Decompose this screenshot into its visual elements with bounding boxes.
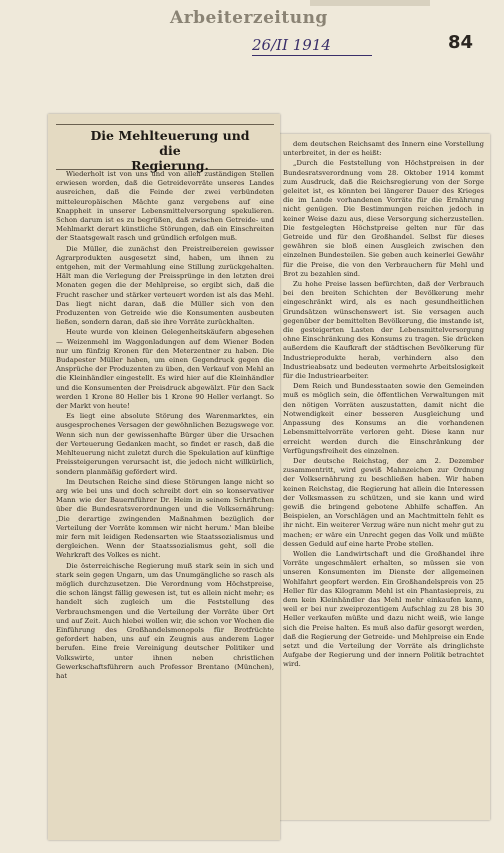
article-column-left xyxy=(56,170,274,834)
handwritten-date: 26/II 1914 xyxy=(252,36,331,54)
article-headline xyxy=(80,128,260,173)
paragraph: Die österreichische Regierung muß stark sein in sich und stark sein gegen Ungarn, um das Unumgängliche so rasch als möglich durchzusetzen. Die Verordnung vom Höchstpreise, die schon längst fällig gewesen ist, tut es allein nicht mehr; es handelt sich zugleich um die Feststellung des Verbrauchsmengen und die Verteilung der Vorräte über Ort und auf Zeit. Auch hiebei wollen wir, die schon vor Wochen die Einführung des Großhandelsmonopols für Brotfrüchte gefordert haben, uns auf ein Zeugnis aus anderem Lager berufen. Eine freie Vereinigung deutscher Politiker und Volkswirte, unter ihnen neben christlichen Gewerkschaftsführern auch Professor Brentano (München), hat xyxy=(56,561,274,680)
article-column-right xyxy=(283,140,484,816)
paragraph: Es liegt eine absolute Störung des Warenmarktes, ein ausgesprochenes Versagen der gewöhnlichen Bezugswege vor. Wenn sich nun der gewissenhafte Bürger über die Ursachen der Verteuerung Gedanken macht, so findet er rasch, daß die Mehlteuerung nicht zuletzt durch die Spekulation auf künftige Preissteigerungen verursacht ist, die jedoch nicht willkürlich, sondern planmäßig gefördert wird. xyxy=(56,412,274,476)
page-number: 84 xyxy=(448,32,474,53)
paragraph: dem deutschen Reichsamt des Innern eine Vorstellung unterbreitet, in der es heißt: xyxy=(283,140,484,158)
paragraph: Zu hohe Preise lassen befürchten, daß der Verbrauch bei den breiten Schichten der Bevölkerung mehr eingeschränkt wird, als es nach gesundheitlichen Grundsätzen wünschenswert ist. Sie versagen auch gegenüber der bemittelten Bevölkerung, die imstande ist, die gesteigerten Lasten der Lebensmittelversorgung ohne Einschränkung des Konsums zu tragen. Sie drücken außerdem die Kaufkraft der städtischen Bevölkerung für Industrieprodukte herab, verhindern also den Industrieabsatz und bedeuten vermehrte Arbeitslosigkeit für die Industriearbeiter. xyxy=(283,280,484,381)
paragraph: Wiederholt ist von uns und von allen zuständigen Stellen erwiesen worden, daß die Getreidevorräte unseres Landes ausreichen, daß die Feinde der zwei verbündeten mitteleuropäischen Mächte ganz vergebens auf eine Knappheit in unserer Lebensmittelversorgung spekulieren. Schon darum ist es zu begrüßen, daß zwischen Getreide- und Mehlmarkt derart künstliche Störungen, daß ein Einschreiten der Staatsgewalt rasch und gründlich erfolgen muß. xyxy=(56,170,274,243)
paragraph: Dem Reich und Bundesstaaten sowie den Gemeinden muß es möglich sein, die öffentlichen Verwaltungen mit den nötigen Vorräten auszustatten, damit nicht die Notwendigkeit einer besseren Ausgleichung und Anpassung des Konsums an die vorhandenen Lebensmittelvorräte verloren geht. Diese kann nur erreicht werden durch die Einschränkung der Verfügungsfreiheit des einzelnen. xyxy=(283,382,484,455)
paragraph: Die Müller, die zunächst den Preistreibereien gewisser Agrarprodukten ausgesetzt sind, haben, um ihnen zu entgehen, mit der Vermahlung eine Stillung zurückgehalten. Hält man die Verlegung der Preissprünge in den letzten drei Monaten gegen die der Mehlpreise, so ergibt sich, daß die Frucht rascher und stärker verteuert worden ist als das Mehl. Das liegt nicht daran, daß die Müller sich von den Produzenten von Getreide wie die Konsumenten ausbeuten ließen, sondern daran, daß sie ihre Vorräte zurückhalten. xyxy=(56,244,274,327)
paragraph: Heute wurde von kleinen Gelegenheitskäufern abgesehen — Weizenmehl im Waggonladungen auf dem Wiener Boden nur um fünfzig Kronen für den Meterzentner zu haben. Die Budapester Müller haben, um einen Gegendruck gegen die Ansprüche der Produzenten zu üben, den Verkauf von Mehl an die Kleinhändler eingestellt. Es wird hier auf die Kleinhändler und die Konsumenten der Preisdruck abgewälzt. Für den Sack werden 1 Krone 80 Heller bis 1 Krone 90 Heller verlangt. So der Markt von heute! xyxy=(56,328,274,411)
masthead-stamp: Arbeiterzeitung xyxy=(170,8,328,28)
date-underline xyxy=(252,55,372,56)
paragraph: Wollen die Landwirtschaft und die Großhandel ihre Vorräte ungeschmälert erhalten, so müssen sie von unseren Konsumenten im Dienste der allgemeinen Wohlfahrt geopfert werden. Ein Großhandelspreis von 25 Heller für das Kilogramm Mehl ist ein Phantasiepreis, zu dem kein Kleinhändler das Mehl mehr einkaufen kann, weil er bei nur zweiprozentigem Aufschlag zu 28 bis 30 Heller verkaufen müßte und dazu nicht weiß, wie lange sich die Preise halten. Es muß also dafür gesorgt werden, daß die Regierung der Getreide- und Mehlpreise ein Ende setzt und die Verteilung der Vorräte als dringlichste Aufgabe der Regierung und der innern Politik betrachtet wird. xyxy=(283,549,484,669)
headline-line-2: Regierung. xyxy=(131,158,209,173)
paragraph: Im Deutschen Reiche sind diese Störungen lange nicht so arg wie bei uns und doch schreibt dort ein so konservativer Mann wie der Bauernführer Dr. Heim in seinem Schriftchen über die Bundesratsverordnungen und die Volksernährung: ,Die derartige zwingenden Maßnahmen bezüglich der Verteilung der Vorräte kommen wir nicht herum.' Man bleibe mir fern mit leidigen Redensarten wie Staatssozialismus und dergleichen. Wenn der Staatssozialismus geht, soll die Wehrkraft des Volkes es nicht. xyxy=(56,477,274,560)
paragraph: „Durch die Feststellung von Höchstpreisen in der Bundesratsverordnung vom 28. Oktober 1914 kommt zum Ausdruck, daß die Reichsregierung von der Sorge geleitet ist, es könnten bei längerer Dauer des Krieges die im Lande vorhandenen Vorräte für die Ernährung nicht genügen. Die Bestimmungen reichen jedoch in keiner Weise dazu aus, diese Versorgung sicherzustellen. Die festgelegten Höchstpreise gelten nur für das Getreide und für den Großhandel. Selbst für dieses gewähren sie bloß einen Ausgleich zwischen den einzelnen Bundesteilen. Sie geben auch keinerlei Gewähr für die Preise, die von den Verbrauchern für Mehl und Brot zu bezahlen sind. xyxy=(283,159,484,278)
paragraph: Der deutsche Reichstag, der am 2. Dezember zusammentritt, wird gewiß Mahnzeichen zur Ordnung der Volksernährung zu beschließen haben. Wir haben keinen Reichstag, die Regierung hat allein die Interessen der Volksmassen zu schützen, und sie kann und wird gewiß die bringend gebotene Abhilfe schaffen. An Beispielen, an Vorschlägen und an Machtmitteln fehlt es ihr nicht. Ein weiterer Verzug wäre nun nicht mehr gut zu machen; er wäre ein Unrecht gegen das Volk und müßte dessen Geduld auf eine harte Probe stellen. xyxy=(283,456,484,548)
paper-smudge xyxy=(310,0,430,6)
headline-line-1: Die Mehlteuerung und die xyxy=(90,128,250,158)
